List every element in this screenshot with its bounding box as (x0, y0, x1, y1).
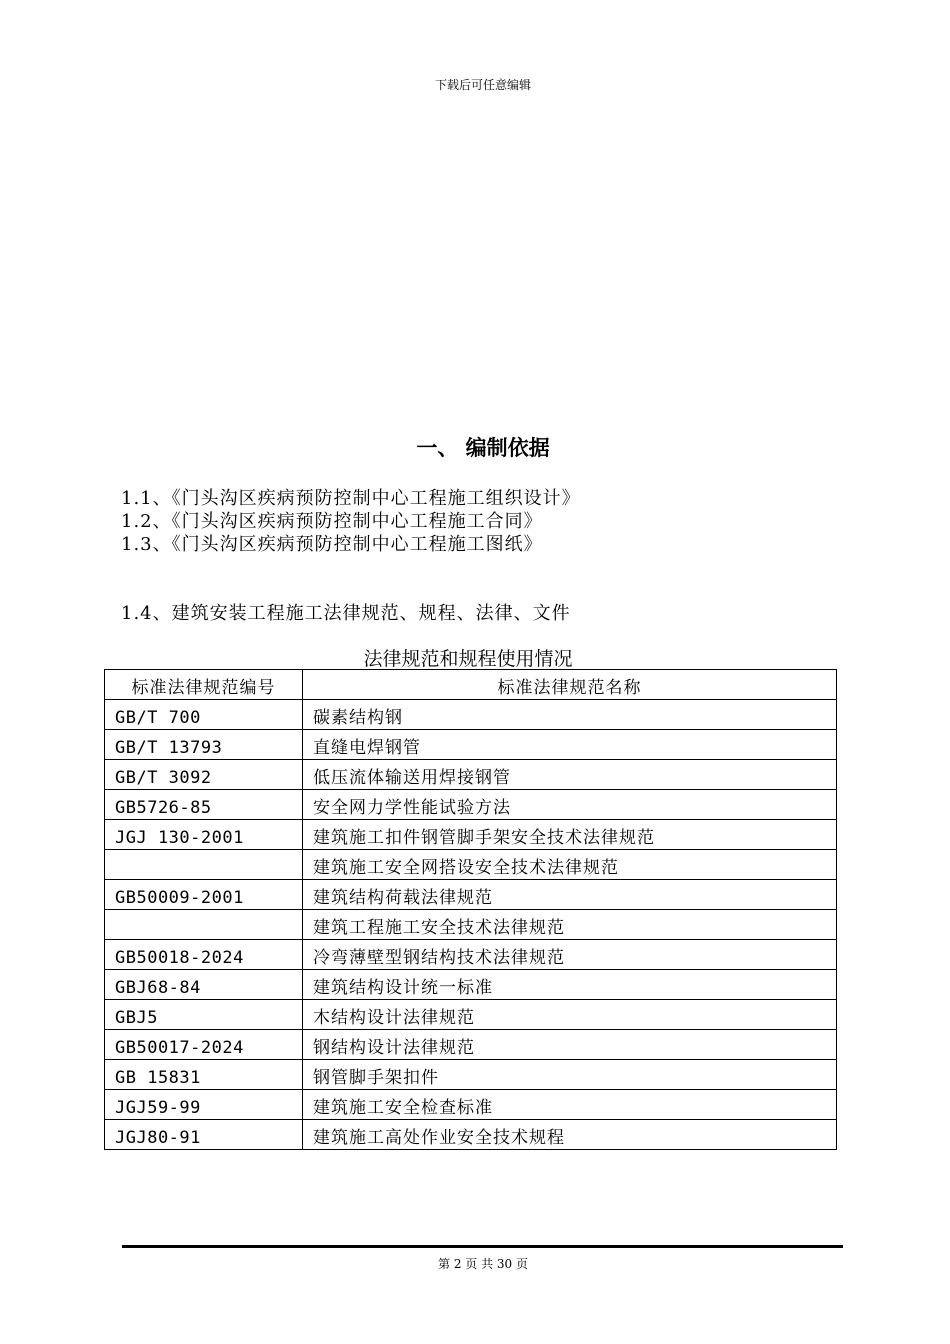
table-body (105, 700, 837, 1150)
standard-code-cell: GB50017-2024 (105, 1030, 303, 1060)
standard-code-cell: GBJ5 (105, 1000, 303, 1030)
table-row (105, 760, 837, 790)
standard-code-cell: GBJ68-84 (105, 970, 303, 1000)
table-row (105, 1000, 837, 1030)
page-number: 第 2 页 共 30 页 (438, 1257, 528, 1271)
sub-heading: 1.4、建筑安装工程施工法律规范、规程、法律、文件 (121, 603, 571, 624)
table-row (105, 790, 837, 820)
table-row (105, 1120, 837, 1150)
standard-code-cell (105, 850, 303, 880)
table-row (105, 880, 837, 910)
reference-item: 1.2、《门头沟区疾病预防控制中心工程施工合同》 (121, 511, 543, 532)
standard-code-cell: GB50018-2024 (105, 940, 303, 970)
standard-code-cell (105, 910, 303, 940)
header-note: 下载后可任意编辑 (434, 78, 531, 92)
standard-name-cell: 低压流体输送用焊接钢管 (303, 760, 837, 790)
standard-code-cell: GB/T 700 (105, 700, 303, 730)
standard-code-cell: GB50009-2001 (105, 880, 303, 910)
standard-name-cell: 建筑施工安全网搭设安全技术法律规范 (303, 850, 837, 880)
table-row (105, 700, 837, 730)
table-row (105, 1090, 837, 1120)
standard-code-cell: GB/T 3092 (105, 760, 303, 790)
standard-name-cell: 直缝电焊钢管 (303, 730, 837, 760)
standard-code-cell: GB 15831 (105, 1060, 303, 1090)
reference-item: 1.1、《门头沟区疾病预防控制中心工程施工组织设计》 (121, 488, 581, 509)
reference-list (121, 487, 581, 556)
standard-code-cell: GB/T 13793 (105, 730, 303, 760)
column-header-code: 标准法律规范编号 (105, 670, 303, 700)
standard-code-cell: JGJ 130-2001 (105, 820, 303, 850)
standard-name-cell: 木结构设计法律规范 (303, 1000, 837, 1030)
table-row (105, 730, 837, 760)
standard-name-cell: 冷弯薄壁型钢结构技术法律规范 (303, 940, 837, 970)
table-row (105, 1030, 837, 1060)
table-row (105, 850, 837, 880)
table-header-row (105, 670, 837, 700)
standard-name-cell: 建筑施工安全检查标准 (303, 1090, 837, 1120)
standard-name-cell: 建筑结构设计统一标准 (303, 970, 837, 1000)
standard-code-cell: GB5726-85 (105, 790, 303, 820)
standards-table (104, 669, 837, 1150)
column-header-name: 标准法律规范名称 (303, 670, 837, 700)
table-row (105, 970, 837, 1000)
standard-name-cell: 建筑施工扣件钢管脚手架安全技术法律规范 (303, 820, 837, 850)
table-row (105, 1060, 837, 1090)
standard-name-cell: 钢结构设计法律规范 (303, 1030, 837, 1060)
standard-name-cell: 建筑工程施工安全技术法律规范 (303, 910, 837, 940)
table-caption: 法律规范和规程使用情况 (363, 648, 573, 670)
standard-name-cell: 碳素结构钢 (303, 700, 837, 730)
table-row (105, 820, 837, 850)
standard-name-cell: 建筑结构荷载法律规范 (303, 880, 837, 910)
standard-name-cell: 安全网力学性能试验方法 (303, 790, 837, 820)
footer-rule (122, 1245, 843, 1248)
standard-code-cell: JGJ59-99 (105, 1090, 303, 1120)
standard-code-cell: JGJ80-91 (105, 1120, 303, 1150)
section-title: 一、 编制依据 (416, 436, 550, 460)
reference-item: 1.3、《门头沟区疾病预防控制中心工程施工图纸》 (121, 534, 543, 555)
table-row (105, 910, 837, 940)
standard-name-cell: 钢管脚手架扣件 (303, 1060, 837, 1090)
standard-name-cell: 建筑施工高处作业安全技术规程 (303, 1120, 837, 1150)
table-row (105, 940, 837, 970)
